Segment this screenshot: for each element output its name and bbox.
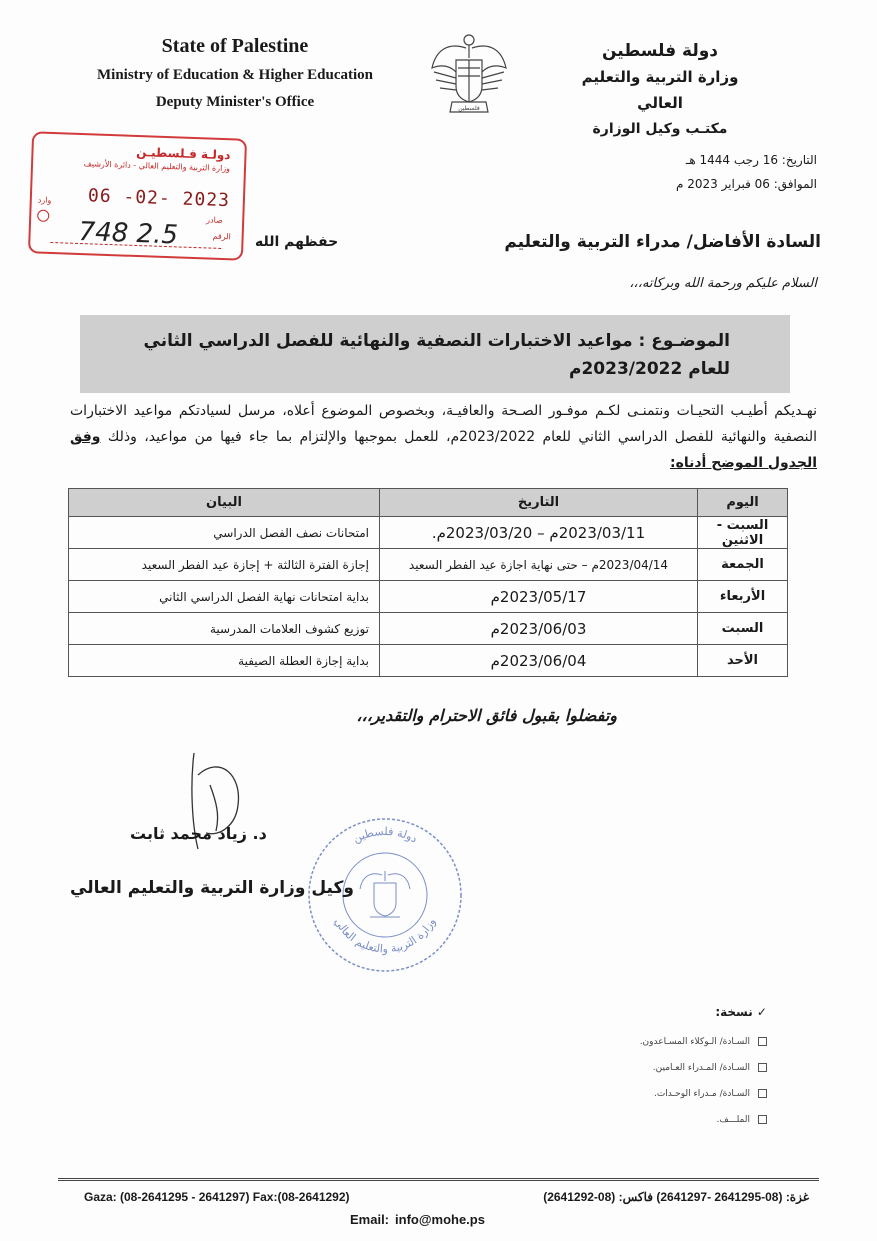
date-hijri: التاريخ: 16 رجب 1444 هـ bbox=[685, 153, 817, 167]
footer-email-address[interactable]: info@mohe.ps bbox=[395, 1212, 485, 1227]
document-bullet-icon bbox=[758, 1115, 767, 1124]
col-header-desc: البيان bbox=[69, 489, 380, 517]
cell-date: 2023/06/04م bbox=[380, 645, 698, 677]
table-row bbox=[69, 517, 788, 549]
table-row bbox=[69, 549, 788, 581]
addressee: السادة الأفاضل/ مدراء التربية والتعليم bbox=[504, 232, 821, 252]
svg-text:دولة فلسطين bbox=[351, 825, 420, 846]
table-header-row bbox=[69, 489, 788, 517]
palestine-eagle-emblem-icon bbox=[428, 28, 510, 124]
seal-bottom-text: وزارة التربية والتعليم العالي bbox=[331, 915, 439, 956]
closing-phrase: وتفضلوا بقبول فائق الاحترام والتقدير،،، bbox=[356, 706, 617, 725]
cell-day: الجمعة bbox=[698, 549, 788, 581]
signatory-name: د. زياد محمد ثابت bbox=[130, 824, 267, 843]
table-row bbox=[69, 645, 788, 677]
stamp-date: 06 -02- 2023 bbox=[87, 185, 231, 212]
copies-title: ✓ نسخة: bbox=[715, 1005, 767, 1019]
header-ar-country: دولة فلسطين bbox=[601, 41, 719, 61]
addressee-blessing: حفظهم الله bbox=[255, 234, 339, 250]
subject-line2: للعام 2023/2022م bbox=[569, 359, 730, 379]
subject-line1: الموضـوع : مواعيد الاختبارات النصفية والنهائية للفصل الدراسي الثاني bbox=[143, 331, 730, 351]
list-item: السـادة/ مـدراء الوحـدات. bbox=[640, 1081, 767, 1107]
list-item: السـادة/ الـوكلاء المسـاعدون. bbox=[640, 1029, 767, 1055]
cell-desc: بداية إجازة العطلة الصيفية bbox=[69, 645, 380, 677]
body-paragraph bbox=[70, 398, 817, 476]
footer-contact-ar: غزة: (08-2641295 -2641297) فاكس: (08-2641292) bbox=[543, 1190, 809, 1204]
cell-date: 2023/04/14م – حتى نهاية اجازة عيد الفطر السعيد bbox=[380, 549, 698, 581]
col-header-date: التاريخ bbox=[380, 489, 698, 517]
cell-day: السبت - الاثنين bbox=[698, 517, 788, 549]
table-row bbox=[69, 613, 788, 645]
greeting: السلام عليكم ورحمة الله وبركاته،،، bbox=[629, 276, 817, 291]
body-emphasis: وفق الجدول الموضح أدناه: bbox=[70, 429, 817, 471]
date-gregorian: الموافق: 06 فبراير 2023 م bbox=[675, 177, 817, 191]
header-ar-office: مكتـب وكيل الوزارة bbox=[592, 121, 728, 137]
header-en-country: State of Palestine bbox=[161, 35, 309, 57]
table-row bbox=[69, 581, 788, 613]
list-item: السـادة/ المـدراء العـامين. bbox=[640, 1055, 767, 1081]
seal-eagle-icon bbox=[360, 871, 410, 917]
footer-email-label: Email: bbox=[350, 1212, 390, 1227]
cell-desc: بداية امتحانات نهاية الفصل الدراسي الثاني bbox=[69, 581, 380, 613]
copies-list bbox=[640, 1005, 767, 1133]
emblem-caption: فلسطين bbox=[458, 105, 480, 112]
cell-desc: امتحانات نصف الفصل الدراسي bbox=[69, 517, 380, 549]
cell-desc: إجازة الفترة الثالثة + إجازة عيد الفطر السعيد bbox=[69, 549, 380, 581]
footer-contact-en: Gaza: (08-2641295 - 2641297) Fax:(08-2641292) bbox=[84, 1190, 350, 1204]
stamp-incoming-label: وارد bbox=[37, 195, 52, 205]
stamp-country: دولـة فـلسطيـن bbox=[136, 144, 231, 163]
header-arabic bbox=[560, 38, 760, 142]
footer-divider bbox=[58, 1178, 819, 1181]
stamp-circle-mark bbox=[37, 210, 49, 222]
cell-desc: توزيع كشوف العلامات المدرسية bbox=[69, 613, 380, 645]
cell-date: 2023/05/17م bbox=[380, 581, 698, 613]
seal-top-text: دولة فلسطين bbox=[350, 824, 420, 846]
stamp-ref-number: 748 2.5 bbox=[78, 216, 179, 251]
list-item: الملـــف. bbox=[640, 1107, 767, 1133]
footer-email bbox=[344, 1212, 485, 1227]
addressee-line bbox=[60, 232, 821, 262]
cell-date: 2023/03/11م – 2023/03/20م. bbox=[380, 517, 698, 549]
document-bullet-icon bbox=[758, 1089, 767, 1098]
stamp-ref-label: الرقم bbox=[212, 231, 232, 242]
col-header-day: اليوم bbox=[698, 489, 788, 517]
cell-day: الأحد bbox=[698, 645, 788, 677]
header-en-ministry: Ministry of Education & Higher Education bbox=[97, 67, 373, 83]
svg-text:وزارة التربية والتعليم العالي bbox=[332, 916, 438, 956]
header-ar-ministry: وزارة التربية والتعليم العالي bbox=[581, 68, 739, 112]
stamp-outgoing-label: صادر bbox=[206, 215, 224, 225]
letter-dates bbox=[676, 148, 817, 196]
cell-date: 2023/06/03م bbox=[380, 613, 698, 645]
cell-day: السبت bbox=[698, 613, 788, 645]
signatory-title: وكيل وزارة التربية والتعليم العالي bbox=[70, 878, 354, 898]
header-en-office: Deputy Minister's Office bbox=[155, 94, 315, 110]
schedule-table bbox=[68, 488, 788, 677]
body-text: نهـديكم أطيـب التحيـات ونتمنـى لكـم موفـور الصـحة والعافيـة، وبخصوص الموضوع أعلاه، مرسل لسيادتكم مواعيد الاختبارات النصفية والنهائية للفصل الدراسي الثاني للعام 2023/2022م، للعمل بموجبها والإلتزام بما جاء فيها من مواعيد، وذلك bbox=[70, 403, 817, 445]
document-bullet-icon bbox=[758, 1063, 767, 1072]
stamp-ministry: وزارة التربية والتعليم العالي - دائرة الأرشيف bbox=[83, 159, 231, 174]
cell-day: الأربعاء bbox=[698, 581, 788, 613]
header-english bbox=[60, 32, 410, 114]
document-bullet-icon bbox=[758, 1037, 767, 1046]
subject-box bbox=[80, 315, 790, 393]
